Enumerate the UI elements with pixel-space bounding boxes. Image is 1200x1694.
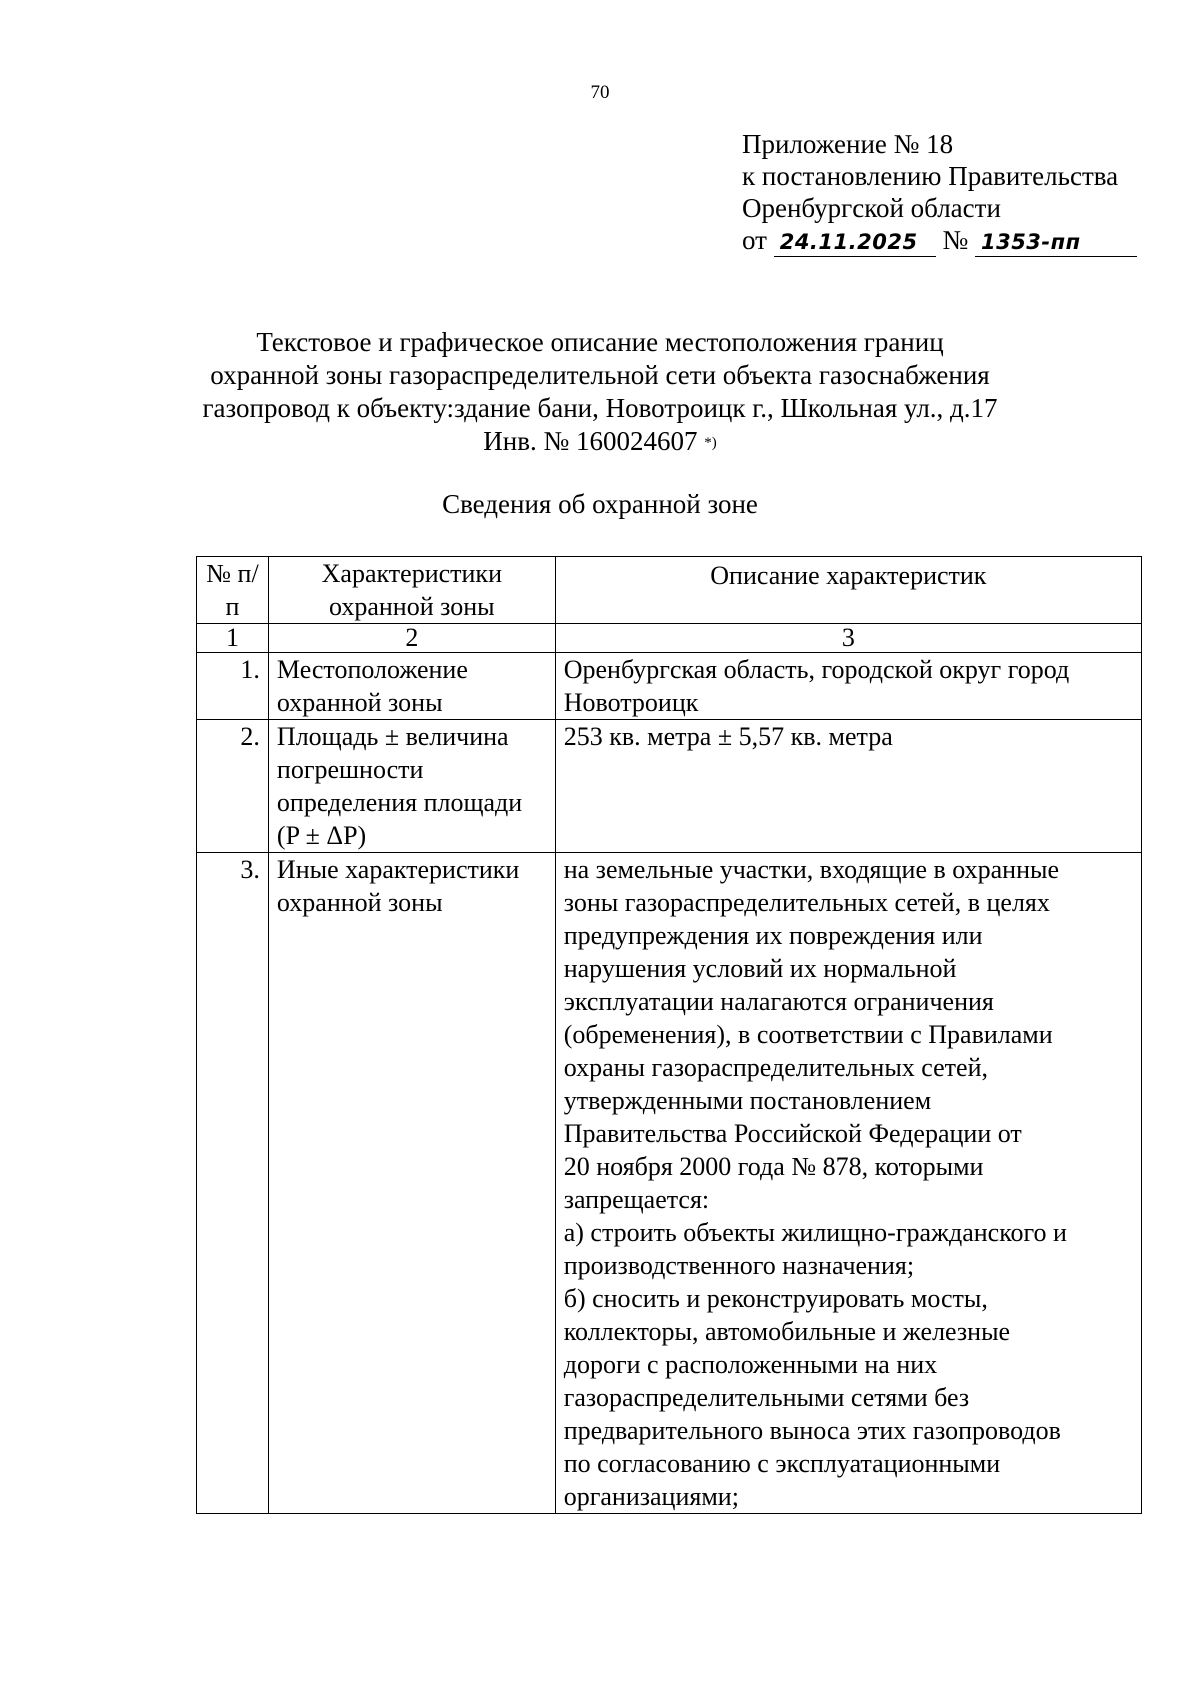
description-line: (обременения), в соответствии с Правилами [563, 1020, 1053, 1049]
title-line-3: газопровод к объекту:здание бани, Новотроицк г., Школьная ул., д.17 [202, 393, 998, 423]
row-number: 1. [197, 653, 269, 720]
title-line-4 [0, 425, 1200, 458]
title-line-1: Текстовое и графическое описание местоположения границ [256, 327, 944, 357]
header-description: Описание характеристик [555, 557, 1141, 624]
handwritten-date: 24.11.2025 [774, 228, 936, 257]
description-line: по согласованию с эксплуатационными [563, 1449, 1001, 1478]
description-line: утвержденными постановлением [563, 1086, 932, 1115]
table-row [197, 853, 1142, 1514]
header-characteristic: Характеристики охранной зоны [268, 557, 555, 624]
row-description [555, 853, 1141, 1514]
row-number: 2. [197, 720, 269, 853]
description-line: предварительного выноса этих газопроводов [563, 1416, 1061, 1445]
row-characteristic: Иные характеристики охранной зоны [268, 853, 555, 1514]
index-cell: 1 [197, 624, 269, 653]
description-line: коллекторы, автомобильные и железные [563, 1317, 1011, 1346]
appendix-title: Приложение № 18 [742, 129, 954, 159]
description-line: эксплуатации налагаются ограничения [563, 987, 994, 1016]
description-line: на земельные участки, входящие в охранные [563, 855, 1060, 884]
inventory-number: Инв. № 160024607 [483, 426, 698, 456]
index-cell: 2 [268, 624, 555, 653]
table-row [197, 653, 1142, 720]
number-label: № [942, 225, 969, 255]
description-line: предупреждения их повреждения или [563, 921, 983, 950]
description-line: Правительства Российской Федерации от [563, 1119, 1022, 1148]
appendix-decree-line: к постановлению Правительства [742, 161, 1119, 191]
description-line: б) сносить и реконструировать мосты, [563, 1284, 988, 1313]
header-number: № п/п [197, 557, 269, 624]
from-label: от [742, 225, 767, 255]
page-number: 70 [590, 82, 610, 103]
description-line: зоны газораспределительных сетей, в целях [563, 888, 1050, 917]
row-characteristic: Местоположение охранной зоны [268, 653, 555, 720]
table-index-row [197, 624, 1142, 653]
table-header-row [197, 557, 1142, 624]
zone-table [196, 556, 1142, 1514]
description-line: нарушения условий их нормальной [563, 954, 957, 983]
row-description: 253 кв. метра ± 5,57 кв. метра [555, 720, 1141, 853]
description-line: газораспределительными сетями без [563, 1383, 970, 1412]
footnote-mark: *) [704, 435, 717, 451]
handwritten-number: 1353-пп [975, 228, 1137, 257]
appendix-date-line [742, 224, 1137, 257]
appendix-block [742, 128, 1137, 257]
description-line: организациями; [563, 1482, 739, 1511]
document-title [0, 326, 1200, 458]
title-line-2: охранной зоны газораспределительной сети объекта газоснабжения [210, 360, 990, 390]
description-line: дороги с расположенными на них [563, 1350, 938, 1379]
description-line: охраны газораспределительных сетей, [563, 1053, 988, 1082]
row-characteristic: Площадь ± величина погрешности определения площади (P ± ΔP) [268, 720, 555, 853]
description-line: запрещается: [563, 1185, 710, 1214]
section-subtitle: Сведения об охранной зоне [442, 489, 758, 519]
description-line: производственного назначения; [563, 1251, 915, 1280]
table-row [197, 720, 1142, 853]
row-number: 3. [197, 853, 269, 1514]
index-cell: 3 [555, 624, 1141, 653]
description-line: 20 ноября 2000 года № 878, которыми [563, 1152, 984, 1181]
row-description: Оренбургская область, городской округ город Новотроицк [555, 653, 1141, 720]
appendix-region-line: Оренбургской области [742, 193, 1001, 223]
description-line: а) строить объекты жилищно-гражданского и [563, 1218, 1067, 1247]
